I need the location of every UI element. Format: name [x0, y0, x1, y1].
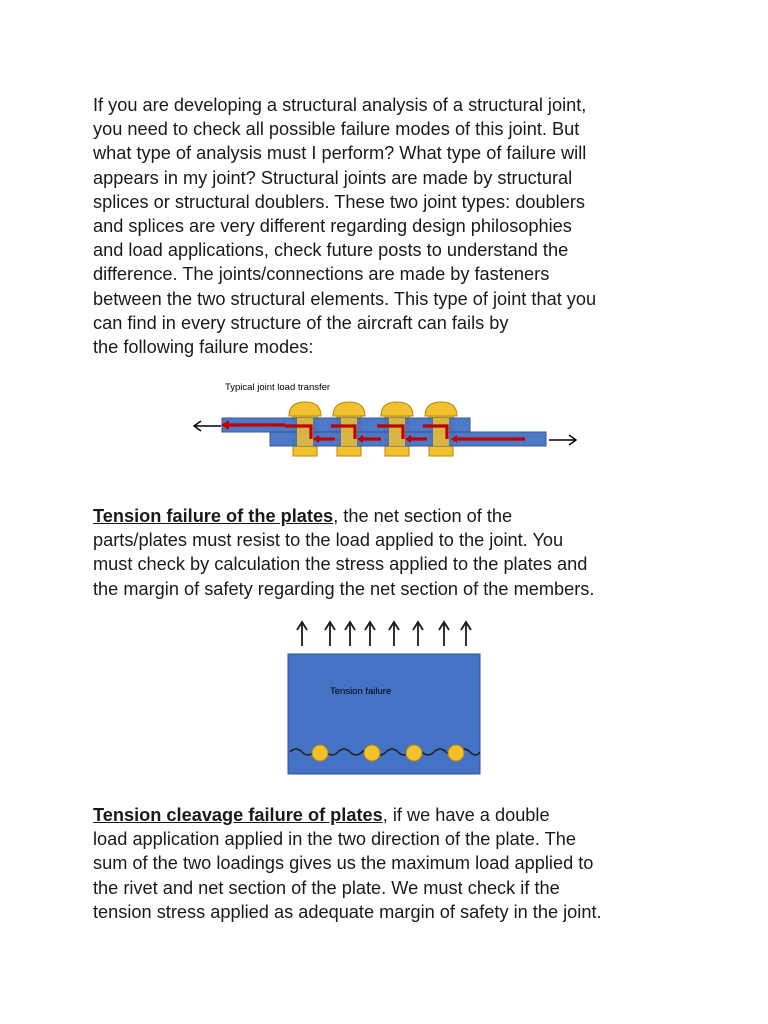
fastener-hole	[406, 745, 422, 761]
text-line: between the two structural elements. This type of joint that you	[93, 288, 597, 309]
text-line	[93, 803, 693, 827]
tension-failure-figure	[280, 616, 490, 778]
tension-failure-paragraph	[93, 504, 693, 601]
tension-failure-diagram-icon	[280, 616, 490, 778]
figure-title: Typical joint load transfer	[225, 382, 331, 393]
section-heading: Tension cleavage failure of plates	[93, 805, 383, 825]
right-pull-arrow-icon	[549, 435, 576, 445]
text-line: must check by calculation the stress applied to the plates and	[93, 554, 588, 575]
fastener-hole	[312, 745, 328, 761]
text-line: the rivet and net section of the plate. We must check if the	[93, 877, 560, 898]
joint-load-transfer-figure	[185, 376, 585, 462]
text-line	[93, 504, 693, 528]
tension-cleavage-paragraph	[93, 803, 693, 924]
text-line: appears in my joint? Structural joints are made by structural	[93, 167, 573, 188]
up-arrow-icon	[439, 622, 449, 646]
text-line: can find in every structure of the aircraft can fails by	[93, 312, 509, 333]
text-line: and load applications, check future posts to understand the	[93, 240, 569, 261]
text-fragment: , if we have a double	[382, 805, 550, 825]
text-line: the following failure modes:	[93, 337, 314, 358]
fastener-hole	[364, 745, 380, 761]
text-line: sum of the two loadings gives us the maximum load applied to	[93, 853, 594, 874]
text-line: If you are developing a structural analysis of a structural joint,	[93, 95, 587, 115]
figure-label: Tension failure	[330, 686, 392, 697]
up-arrow-icon	[461, 622, 471, 646]
text-fragment: , the net section of the	[333, 506, 513, 526]
text-line: what type of analysis must I perform? What type of failure will	[93, 143, 587, 164]
up-arrow-icon	[413, 622, 423, 646]
section-heading: Tension failure of the plates	[93, 506, 334, 526]
intro-paragraph	[93, 93, 693, 359]
up-arrow-icon	[365, 622, 375, 646]
fastener-hole	[448, 745, 464, 761]
up-arrow-icon	[389, 622, 399, 646]
up-arrow-icon	[325, 622, 335, 646]
plates	[222, 418, 546, 446]
text-line: load application applied in the two direction of the plate. The	[93, 829, 576, 850]
text-line: difference. The joints/connections are made by fasteners	[93, 264, 550, 285]
text-line: tension stress applied as adequate margin of safety in the joint.	[93, 901, 602, 922]
tension-arrows	[297, 622, 471, 646]
left-pull-arrow-icon	[194, 421, 221, 431]
text-line: parts/plates must resist to the load applied to the joint. You	[93, 530, 564, 551]
joint-load-transfer-diagram-icon	[185, 376, 585, 462]
text-line: the margin of safety regarding the net section of the members.	[93, 578, 595, 599]
up-arrow-icon	[345, 622, 355, 646]
up-arrow-icon	[297, 622, 307, 646]
text-line: splices or structural doublers. These two joint types: doublers	[93, 191, 585, 212]
text-line: and splices are very different regarding design philosophies	[93, 216, 572, 237]
text-line: you need to check all possible failure modes of this joint. But	[93, 119, 580, 140]
